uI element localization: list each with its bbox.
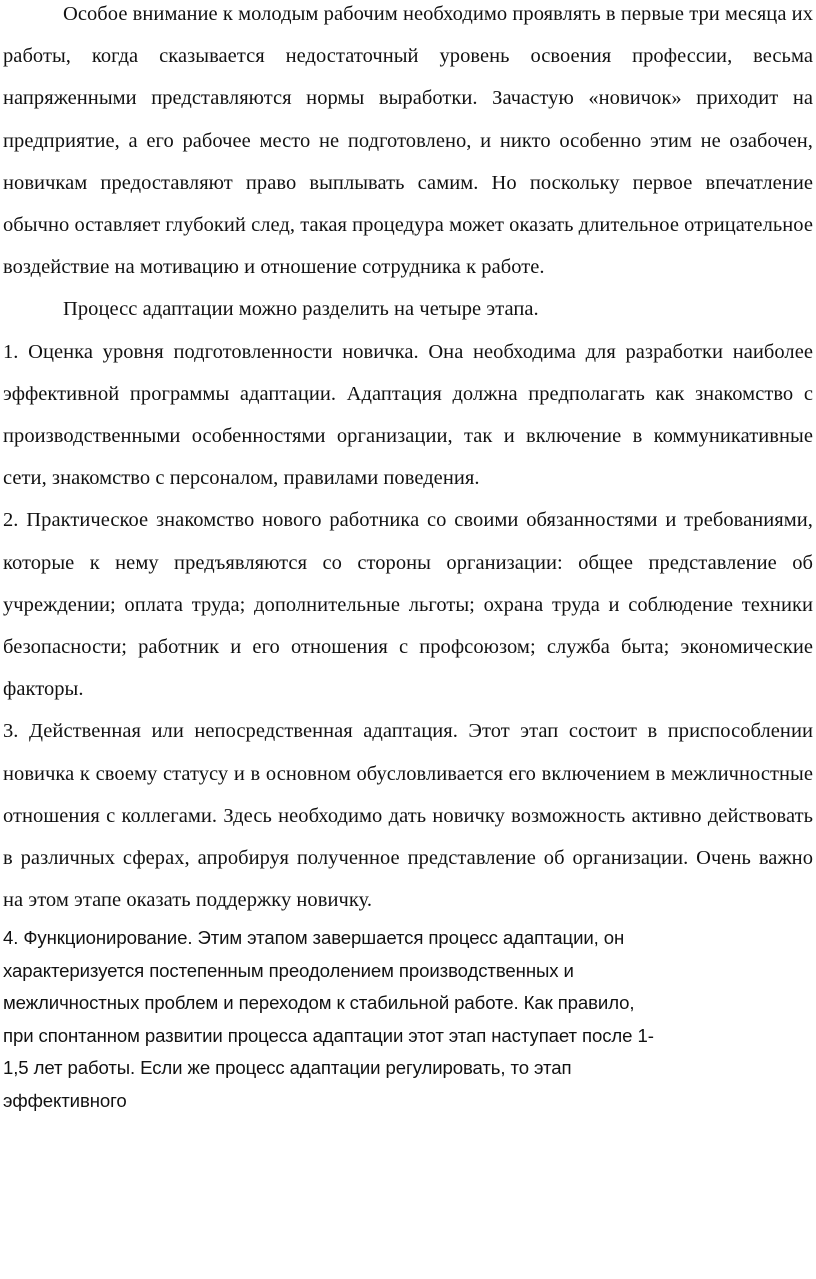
paragraph-intro: Особое внимание к молодым рабочим необходимо проявлять в первые три месяца их работы, когда сказывается недостаточный уровень освоения профессии, весьма напряженными представляются нормы выработки. Зачастую «новичок» приходит на предприятие, а его рабочее место не подготовлено, и никто особенно этим не озабочен, новичкам предоставляют право выплывать самим. Но поскольку первое впечатление обычно оставляет глубокий след, такая процедура может оказать длительное отрицательное воздействие на мотивацию и отношение сотрудника к работе.: [3, 3, 813, 279]
stage-4-paragraph: [3, 922, 813, 1116]
stage-1-paragraph: 1. Оценка уровня подготовленности новичка. Она необходима для разработки наиболее эффективной программы адаптации. Адаптация должна предполагать как знакомство с производственными особенностями организации, так и включение в коммуникативные сети, знакомство с персоналом, правилами поведения.: [3, 340, 813, 490]
stage-4-line: межличностных проблем и переходом к стабильной работе. Как правило,: [3, 992, 635, 1014]
stage-2-paragraph: 2. Практическое знакомство нового работника со своими обязанностями и требованиями, которые к нему предъявляются со стороны организации: общее представление об учреждении; оплата труда; дополнительные льготы; охрана труда и соблюдение техники безопасности; работник и его отношения с профсоюзом; служба быта; экономические факторы.: [3, 509, 813, 701]
stage-4-line: 1,5 лет работы. Если же процесс адаптации регулировать, то этап: [3, 1057, 572, 1079]
stage-4-line: при спонтанном развитии процесса адаптации этот этап наступает после 1-: [3, 1024, 654, 1046]
stage-3-paragraph: 3. Действенная или непосредственная адаптация. Этот этап состоит в приспособлении новичка к своему статусу и в основном обусловливается его включением в межличностные отношения с коллегами. Здесь необходимо дать новичку возможность активно действовать в различных сферах, апробируя полученное представление об организации. Очень важно на этом этапе оказать поддержку новичку.: [3, 720, 813, 912]
stage-4-line: эффективного: [3, 1089, 127, 1111]
stage-4-line: характеризуется постепенным преодолением производственных и: [3, 959, 574, 981]
stage-4-line: 4. Функционирование. Этим этапом завершается процесс адаптации, он: [3, 927, 625, 949]
paragraph-stages-lead: Процесс адаптации можно разделить на четыре этапа.: [63, 298, 539, 321]
